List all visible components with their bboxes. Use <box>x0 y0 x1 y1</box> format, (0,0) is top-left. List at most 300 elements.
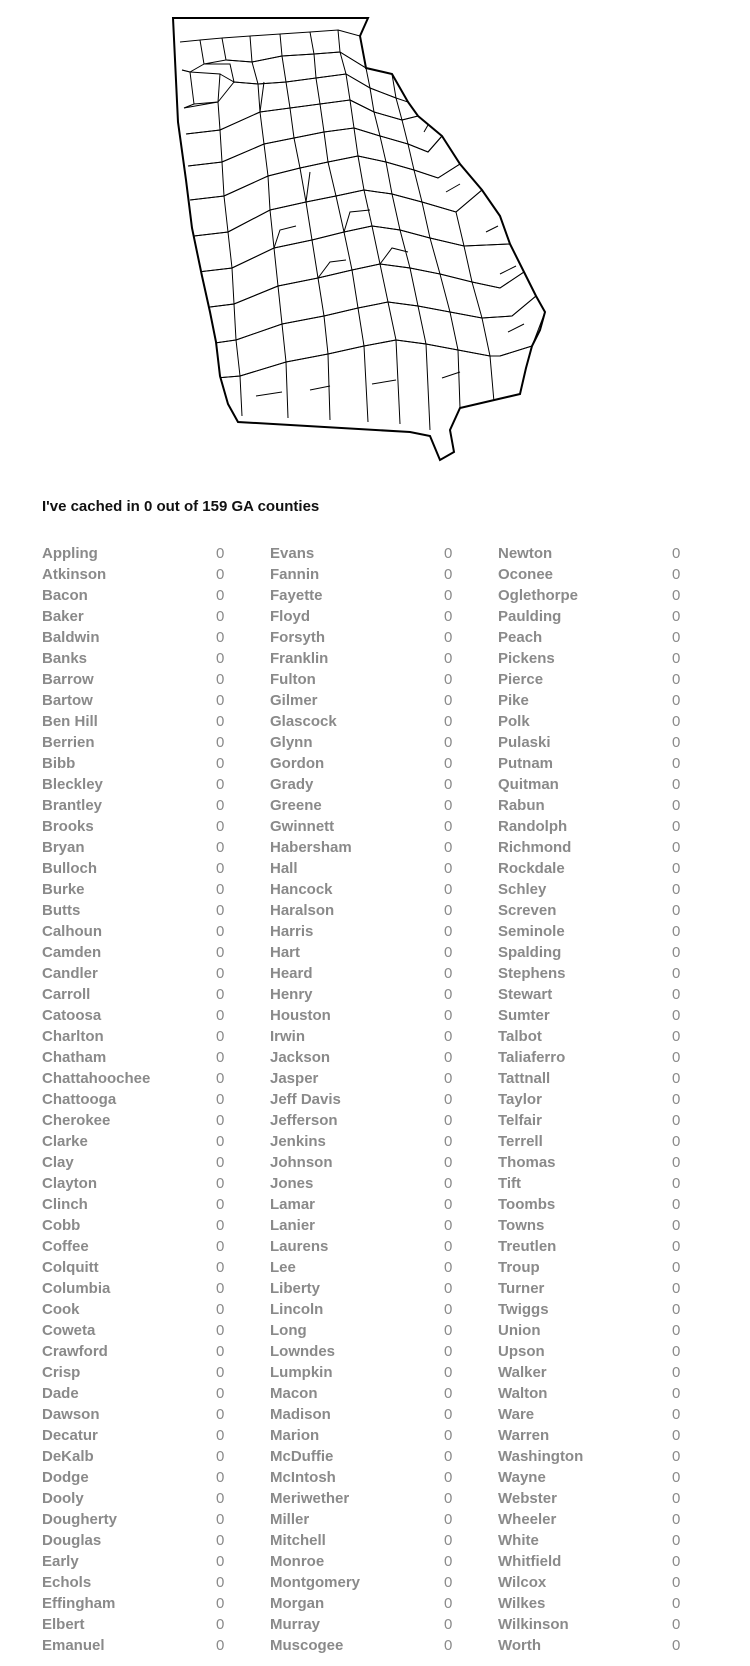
county-name: Schley <box>498 881 547 898</box>
county-row <box>270 1194 460 1215</box>
county-cache-count: 0 <box>672 1280 681 1297</box>
county-row <box>270 1530 460 1551</box>
county-name: Wayne <box>498 1469 546 1486</box>
county-row <box>42 1089 232 1110</box>
county-row <box>270 900 460 921</box>
county-name: Bibb <box>42 755 76 772</box>
county-name: Walker <box>498 1364 547 1381</box>
county-row <box>270 1173 460 1194</box>
county-cache-count: 0 <box>444 923 453 940</box>
county-cache-count: 0 <box>216 839 225 856</box>
county-cache-count: 0 <box>444 839 453 856</box>
county-row <box>42 1131 232 1152</box>
county-name: Montgomery <box>270 1574 360 1591</box>
county-row <box>498 585 688 606</box>
county-name: Harris <box>270 923 314 940</box>
county-cache-count: 0 <box>672 566 681 583</box>
county-cache-count: 0 <box>216 1343 225 1360</box>
county-cache-count: 0 <box>444 692 453 709</box>
county-row <box>498 1572 688 1593</box>
county-row <box>498 1320 688 1341</box>
county-cache-count: 0 <box>444 1385 453 1402</box>
county-name: Forsyth <box>270 629 326 646</box>
county-row <box>498 963 688 984</box>
county-row <box>498 900 688 921</box>
county-name: Grady <box>270 776 314 793</box>
county-name: Fulton <box>270 671 316 688</box>
county-name: Echols <box>42 1574 92 1591</box>
county-row <box>42 1152 232 1173</box>
county-name: Douglas <box>42 1532 102 1549</box>
county-cache-count: 0 <box>444 1490 453 1507</box>
county-name: Ware <box>498 1406 535 1423</box>
county-name: Liberty <box>270 1280 321 1297</box>
county-row <box>498 1257 688 1278</box>
county-row <box>498 1278 688 1299</box>
county-row <box>498 795 688 816</box>
county-name: Laurens <box>270 1238 329 1255</box>
county-row <box>270 627 460 648</box>
county-cache-count: 0 <box>672 902 681 919</box>
county-row <box>270 1488 460 1509</box>
county-cache-count: 0 <box>216 587 225 604</box>
county-name: Atkinson <box>42 566 107 583</box>
county-row <box>270 543 460 564</box>
county-cache-count: 0 <box>216 713 225 730</box>
county-name: Chattahoochee <box>42 1070 151 1087</box>
county-row <box>270 1509 460 1530</box>
county-name: Rabun <box>498 797 545 814</box>
county-row <box>270 1005 460 1026</box>
county-row <box>498 1635 688 1656</box>
county-cache-count: 0 <box>672 650 681 667</box>
county-name: Lee <box>270 1259 296 1276</box>
county-cache-count: 0 <box>444 1049 453 1066</box>
county-cache-count: 0 <box>672 1322 681 1339</box>
county-row <box>42 606 232 627</box>
county-row <box>270 690 460 711</box>
county-row <box>498 1005 688 1026</box>
county-cache-count: 0 <box>444 671 453 688</box>
county-name: Terrell <box>498 1133 543 1150</box>
county-row <box>498 732 688 753</box>
county-name: Cook <box>42 1301 80 1318</box>
county-name: Wilkinson <box>498 1616 569 1633</box>
county-cache-count: 0 <box>216 1049 225 1066</box>
county-name: Towns <box>498 1217 545 1234</box>
county-name: Lowndes <box>270 1343 336 1360</box>
county-name: Camden <box>42 944 102 961</box>
georgia-county-map <box>160 12 580 488</box>
county-row <box>42 1383 232 1404</box>
county-name: Spalding <box>498 944 562 961</box>
county-name: Newton <box>498 545 553 562</box>
georgia-county-map-svg <box>160 12 580 488</box>
county-name: Jasper <box>270 1070 319 1087</box>
county-name: Appling <box>42 545 98 562</box>
county-cache-count: 0 <box>444 1364 453 1381</box>
county-cache-count: 0 <box>216 1406 225 1423</box>
county-cache-count: 0 <box>216 986 225 1003</box>
county-row <box>42 1257 232 1278</box>
county-cache-count: 0 <box>444 1091 453 1108</box>
county-cache-count: 0 <box>672 1511 681 1528</box>
county-cache-count: 0 <box>672 839 681 856</box>
county-name: Pulaski <box>498 734 551 751</box>
county-row <box>498 858 688 879</box>
county-row <box>270 879 460 900</box>
county-name: Houston <box>270 1007 331 1024</box>
county-name: White <box>498 1532 539 1549</box>
county-name: Dooly <box>42 1490 84 1507</box>
county-name: Meriwether <box>270 1490 350 1507</box>
county-name: Coweta <box>42 1322 96 1339</box>
county-cache-count: 0 <box>444 650 453 667</box>
county-cache-count: 0 <box>444 1280 453 1297</box>
county-name: Twiggs <box>498 1301 549 1318</box>
county-cache-count: 0 <box>444 1133 453 1150</box>
county-name: Crisp <box>42 1364 81 1381</box>
county-name: Taliaferro <box>498 1049 566 1066</box>
county-cache-count: 0 <box>672 1301 681 1318</box>
county-name: Richmond <box>498 839 572 856</box>
county-name: McDuffie <box>270 1448 334 1465</box>
county-cache-count: 0 <box>216 881 225 898</box>
county-name: Clarke <box>42 1133 88 1150</box>
county-cache-count: 0 <box>672 776 681 793</box>
county-row <box>270 1152 460 1173</box>
county-cache-count: 0 <box>444 734 453 751</box>
county-name: Crawford <box>42 1343 108 1360</box>
county-row <box>42 879 232 900</box>
county-row <box>498 627 688 648</box>
county-row <box>498 753 688 774</box>
county-name: Seminole <box>498 923 565 940</box>
county-name: Emanuel <box>42 1637 105 1654</box>
county-name: Brantley <box>42 797 103 814</box>
county-row <box>498 1299 688 1320</box>
county-row <box>270 984 460 1005</box>
county-cache-count: 0 <box>672 965 681 982</box>
county-name: Decatur <box>42 1427 98 1444</box>
county-cache-count: 0 <box>444 860 453 877</box>
county-row <box>42 1425 232 1446</box>
county-cache-count: 0 <box>216 818 225 835</box>
county-cache-count: 0 <box>672 1574 681 1591</box>
county-row <box>270 1404 460 1425</box>
county-row <box>42 1005 232 1026</box>
county-row <box>42 1194 232 1215</box>
county-cache-count: 0 <box>216 1175 225 1192</box>
county-cache-count: 0 <box>216 734 225 751</box>
county-row <box>498 1509 688 1530</box>
county-row <box>270 606 460 627</box>
county-row <box>498 669 688 690</box>
county-cache-count: 0 <box>672 944 681 961</box>
county-name: Pickens <box>498 650 555 667</box>
county-cache-count: 0 <box>672 1532 681 1549</box>
county-name: Bulloch <box>42 860 97 877</box>
county-row <box>498 816 688 837</box>
county-name: Long <box>270 1322 307 1339</box>
county-row <box>42 1173 232 1194</box>
county-cache-count: 0 <box>216 944 225 961</box>
county-cache-count: 0 <box>672 1028 681 1045</box>
county-row <box>498 1446 688 1467</box>
county-cache-count: 0 <box>444 713 453 730</box>
county-row <box>42 1467 232 1488</box>
county-row <box>42 1593 232 1614</box>
county-cache-count: 0 <box>216 629 225 646</box>
county-row <box>498 1383 688 1404</box>
county-cache-count: 0 <box>216 1385 225 1402</box>
county-name: Cherokee <box>42 1112 111 1129</box>
county-name: Bleckley <box>42 776 103 793</box>
county-name: Dade <box>42 1385 79 1402</box>
county-name: Jackson <box>270 1049 331 1066</box>
county-cache-count: 0 <box>672 860 681 877</box>
county-cache-count: 0 <box>216 1595 225 1612</box>
county-cache-count: 0 <box>672 755 681 772</box>
county-name: Brooks <box>42 818 94 835</box>
county-row <box>270 585 460 606</box>
county-cache-count: 0 <box>216 1532 225 1549</box>
county-row <box>42 732 232 753</box>
county-name: Jefferson <box>270 1112 338 1129</box>
county-name: Putnam <box>498 755 554 772</box>
county-cache-count: 0 <box>672 1469 681 1486</box>
county-row <box>42 1362 232 1383</box>
county-name: Dodge <box>42 1469 89 1486</box>
county-cache-count: 0 <box>444 1238 453 1255</box>
county-cache-count: 0 <box>444 902 453 919</box>
county-name: Evans <box>270 545 315 562</box>
county-cache-count: 0 <box>216 1322 225 1339</box>
county-name: Muscogee <box>270 1637 344 1654</box>
county-cache-count: 0 <box>672 1238 681 1255</box>
county-cache-count: 0 <box>216 1133 225 1150</box>
county-name: Quitman <box>498 776 559 793</box>
county-cache-count: 0 <box>444 629 453 646</box>
county-cache-count: 0 <box>216 797 225 814</box>
county-cache-count: 0 <box>216 1637 225 1654</box>
county-name: Colquitt <box>42 1259 99 1276</box>
county-cache-count: 0 <box>672 608 681 625</box>
county-cache-count: 0 <box>444 1259 453 1276</box>
county-row <box>270 1257 460 1278</box>
county-name: Clayton <box>42 1175 98 1192</box>
county-row <box>42 774 232 795</box>
county-row <box>270 1131 460 1152</box>
county-cache-count: 0 <box>672 1196 681 1213</box>
county-name: Wilkes <box>498 1595 546 1612</box>
county-cache-count: 0 <box>444 1343 453 1360</box>
county-name: Randolph <box>498 818 568 835</box>
county-row <box>498 1425 688 1446</box>
county-row <box>42 1068 232 1089</box>
county-row <box>270 1593 460 1614</box>
county-row <box>270 1278 460 1299</box>
county-row <box>498 774 688 795</box>
county-row <box>498 1362 688 1383</box>
county-name: Bacon <box>42 587 88 604</box>
county-row <box>498 1341 688 1362</box>
county-row <box>498 543 688 564</box>
county-name: Mitchell <box>270 1532 326 1549</box>
county-cache-count: 0 <box>672 881 681 898</box>
county-row <box>270 1551 460 1572</box>
county-cache-count: 0 <box>444 1574 453 1591</box>
county-cache-count: 0 <box>216 1574 225 1591</box>
county-row <box>42 1215 232 1236</box>
county-name: Oconee <box>498 566 554 583</box>
county-name: Tattnall <box>498 1070 551 1087</box>
county-name: Union <box>498 1322 541 1339</box>
county-cache-count: 0 <box>672 545 681 562</box>
county-cache-count: 0 <box>216 1448 225 1465</box>
county-name: Effingham <box>42 1595 116 1612</box>
county-row <box>498 606 688 627</box>
county-cache-count: 0 <box>216 566 225 583</box>
county-name: Clinch <box>42 1196 88 1213</box>
county-name: Catoosa <box>42 1007 102 1024</box>
county-name: Monroe <box>270 1553 325 1570</box>
county-row <box>498 1488 688 1509</box>
county-name: Madison <box>270 1406 331 1423</box>
county-cache-count: 0 <box>444 1469 453 1486</box>
county-name: Johnson <box>270 1154 333 1171</box>
county-name: Wilcox <box>498 1574 547 1591</box>
county-name: Thomas <box>498 1154 556 1171</box>
county-name: Baker <box>42 608 84 625</box>
county-cache-count: 0 <box>444 1553 453 1570</box>
county-cache-count: 0 <box>216 776 225 793</box>
county-cache-count: 0 <box>672 1091 681 1108</box>
county-row <box>270 963 460 984</box>
county-row <box>42 942 232 963</box>
county-name: Fannin <box>270 566 320 583</box>
county-cache-count: 0 <box>672 1070 681 1087</box>
county-cache-count: 0 <box>444 818 453 835</box>
county-row <box>42 669 232 690</box>
county-cache-count: 0 <box>444 1301 453 1318</box>
county-name: Lincoln <box>270 1301 324 1318</box>
county-row <box>42 1488 232 1509</box>
county-name: Gilmer <box>270 692 318 709</box>
county-cache-count: 0 <box>444 944 453 961</box>
county-name: Talbot <box>498 1028 542 1045</box>
county-cache-count: 0 <box>672 1385 681 1402</box>
county-name: Elbert <box>42 1616 85 1633</box>
county-name: Telfair <box>498 1112 542 1129</box>
county-name: Greene <box>270 797 322 814</box>
county-cache-count: 0 <box>444 1175 453 1192</box>
county-cache-count: 0 <box>216 608 225 625</box>
county-cache-count: 0 <box>444 776 453 793</box>
county-row <box>42 1614 232 1635</box>
county-name: Hancock <box>270 881 333 898</box>
county-row <box>42 858 232 879</box>
county-row <box>42 1278 232 1299</box>
county-cache-count: 0 <box>216 1511 225 1528</box>
county-name: Warren <box>498 1427 550 1444</box>
county-cache-count: 0 <box>444 545 453 562</box>
county-name: Webster <box>498 1490 557 1507</box>
county-row <box>498 1131 688 1152</box>
county-name: Treutlen <box>498 1238 557 1255</box>
county-cache-count: 0 <box>216 1028 225 1045</box>
county-cache-count: 0 <box>444 1028 453 1045</box>
county-row <box>42 1572 232 1593</box>
county-cache-count: 0 <box>216 1154 225 1171</box>
county-row <box>42 1110 232 1131</box>
county-row <box>270 1635 460 1656</box>
county-name: Upson <box>498 1343 545 1360</box>
county-cache-count: 0 <box>672 797 681 814</box>
county-cache-count: 0 <box>444 1154 453 1171</box>
county-row <box>270 1068 460 1089</box>
county-name: Dawson <box>42 1406 100 1423</box>
county-cache-count: 0 <box>672 1616 681 1633</box>
county-row <box>498 1068 688 1089</box>
county-row <box>42 1446 232 1467</box>
county-name: Heard <box>270 965 313 982</box>
county-row <box>270 648 460 669</box>
county-row <box>42 900 232 921</box>
county-cache-count: 0 <box>444 1007 453 1024</box>
county-name: Troup <box>498 1259 540 1276</box>
county-cache-count: 0 <box>444 797 453 814</box>
county-name: Tift <box>498 1175 522 1192</box>
county-cache-count: 0 <box>216 755 225 772</box>
county-row <box>270 816 460 837</box>
county-name: Cobb <box>42 1217 81 1234</box>
county-row <box>270 1047 460 1068</box>
county-row <box>42 963 232 984</box>
county-name: Calhoun <box>42 923 102 940</box>
county-name: Stephens <box>498 965 566 982</box>
county-name: Irwin <box>270 1028 306 1045</box>
county-cache-count: 0 <box>444 755 453 772</box>
county-cache-count: 0 <box>672 713 681 730</box>
county-name: Peach <box>498 629 543 646</box>
county-row <box>498 921 688 942</box>
county-cache-count: 0 <box>444 1448 453 1465</box>
county-cache-count: 0 <box>216 650 225 667</box>
county-name: Hart <box>270 944 301 961</box>
county-cache-count: 0 <box>672 1259 681 1276</box>
county-row <box>498 690 688 711</box>
county-name: Habersham <box>270 839 352 856</box>
county-name: Carroll <box>42 986 91 1003</box>
county-row <box>270 921 460 942</box>
county-name: Bryan <box>42 839 85 856</box>
county-cache-count: 0 <box>444 1196 453 1213</box>
county-name: Lanier <box>270 1217 316 1234</box>
county-name: Glynn <box>270 734 313 751</box>
county-cache-count: 0 <box>216 1553 225 1570</box>
county-cache-count: 0 <box>444 1217 453 1234</box>
county-name: Oglethorpe <box>498 587 579 604</box>
county-name: Lamar <box>270 1196 316 1213</box>
county-name: Fayette <box>270 587 323 604</box>
county-name: Ben Hill <box>42 713 98 730</box>
county-name: Jones <box>270 1175 314 1192</box>
county-name: Berrien <box>42 734 95 751</box>
county-name: Polk <box>498 713 530 730</box>
county-row <box>498 1551 688 1572</box>
county-cache-count: 0 <box>216 1091 225 1108</box>
